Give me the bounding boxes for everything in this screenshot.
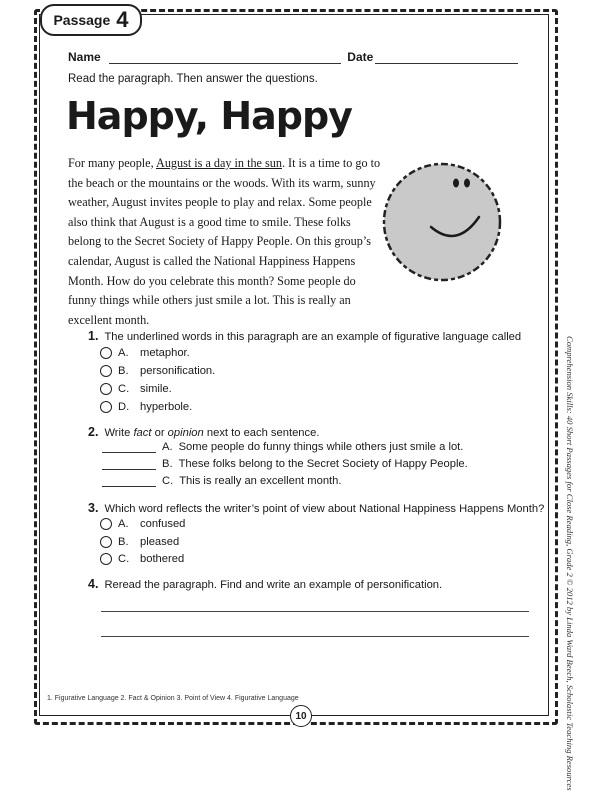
answer-line[interactable] <box>101 611 529 612</box>
question-4 <box>88 577 442 591</box>
question-2-number: 2. <box>88 425 99 439</box>
passage-label: Passage <box>53 12 111 28</box>
reading-paragraph <box>68 154 386 330</box>
question-1 <box>88 329 521 343</box>
opinion-word: opinion <box>167 427 204 439</box>
question-1-text: The underlined words in this paragraph are an example of figurative language called <box>104 331 522 343</box>
left-eye-icon <box>453 179 459 188</box>
radio-circle-icon[interactable] <box>100 518 112 530</box>
date-label: Date <box>347 50 374 64</box>
passage-number: 4 <box>116 7 129 32</box>
radio-circle-icon[interactable] <box>100 347 112 359</box>
name-label: Name <box>68 50 101 64</box>
answer-blank[interactable] <box>102 475 156 487</box>
answer-line[interactable] <box>101 636 529 637</box>
instructions: Read the paragraph. Then answer the questions. <box>68 73 318 85</box>
fact-word: fact <box>133 427 152 439</box>
answer-blank[interactable] <box>102 458 156 470</box>
answer-blank[interactable] <box>102 441 156 453</box>
radio-circle-icon[interactable] <box>100 365 112 377</box>
question-3-text: Which word reflects the writer’s point of view about National Happiness Happens Month? <box>104 503 545 515</box>
paragraph-text-start: For many people, <box>68 156 157 170</box>
name-field[interactable] <box>109 51 342 64</box>
question-3-number: 3. <box>88 501 99 515</box>
name-date-row <box>68 50 518 64</box>
q3-option-a[interactable]: A. confused <box>100 518 185 530</box>
question-2: 2. Write fact or opinion next to each sentence. <box>88 425 320 439</box>
q2-item-a: A. Some people do funny things while others just smile a lot. <box>102 441 463 453</box>
q1-option-c[interactable]: C. simile. <box>100 383 172 395</box>
side-credit: Comprehension Skills: 40 Short Passages for Close Reading, Grade 2 © 2012 by Linda Ward Beech, Scholastic Teaching Resources <box>565 336 575 791</box>
page-number: 10 <box>290 705 312 727</box>
q1-option-d[interactable]: D. hyperbole. <box>100 401 192 413</box>
q2-item-b: B. These folks belong to the Secret Society of Happy People. <box>102 458 468 470</box>
radio-circle-icon[interactable] <box>100 401 112 413</box>
question-4-number: 4. <box>88 577 99 591</box>
q3-option-c[interactable]: C. bothered <box>100 553 184 565</box>
smiley-face-icon <box>377 157 507 287</box>
q3-option-b[interactable]: B. pleased <box>100 536 179 548</box>
radio-circle-icon[interactable] <box>100 383 112 395</box>
q1-option-a[interactable]: A. metaphor. <box>100 347 190 359</box>
paragraph-text-rest: . It is a time to go to the beach or the mountains or the woods. With its warm, sunny weather, August invites people to play and relax. Some people also think that August is a good time to smile. These folks belong to the Secret Society of Happy People. On this group’s calendar, August is called the National Happiness Happens Month. How do you celebrate this month? Some people do funny things while others just smile a lot. This is really an excellent month. <box>68 156 381 327</box>
footer-skills: 1. Figurative Language 2. Fact & Opinion 3. Point of View 4. Figurative Language <box>47 695 299 702</box>
radio-circle-icon[interactable] <box>100 536 112 548</box>
passage-tab <box>40 4 142 36</box>
question-4-text: Reread the paragraph. Find and write an example of personification. <box>104 579 443 591</box>
page-title: Happy, Happy <box>66 94 352 138</box>
q2-item-c: C. This is really an excellent month. <box>102 475 341 487</box>
radio-circle-icon[interactable] <box>100 553 112 565</box>
question-1-number: 1. <box>88 329 99 343</box>
q1-option-b[interactable]: B. personification. <box>100 365 215 377</box>
question-3 <box>88 501 544 515</box>
underlined-phrase: August is a day in the sun <box>156 156 282 170</box>
date-field[interactable] <box>375 51 518 64</box>
right-eye-icon <box>464 179 470 188</box>
